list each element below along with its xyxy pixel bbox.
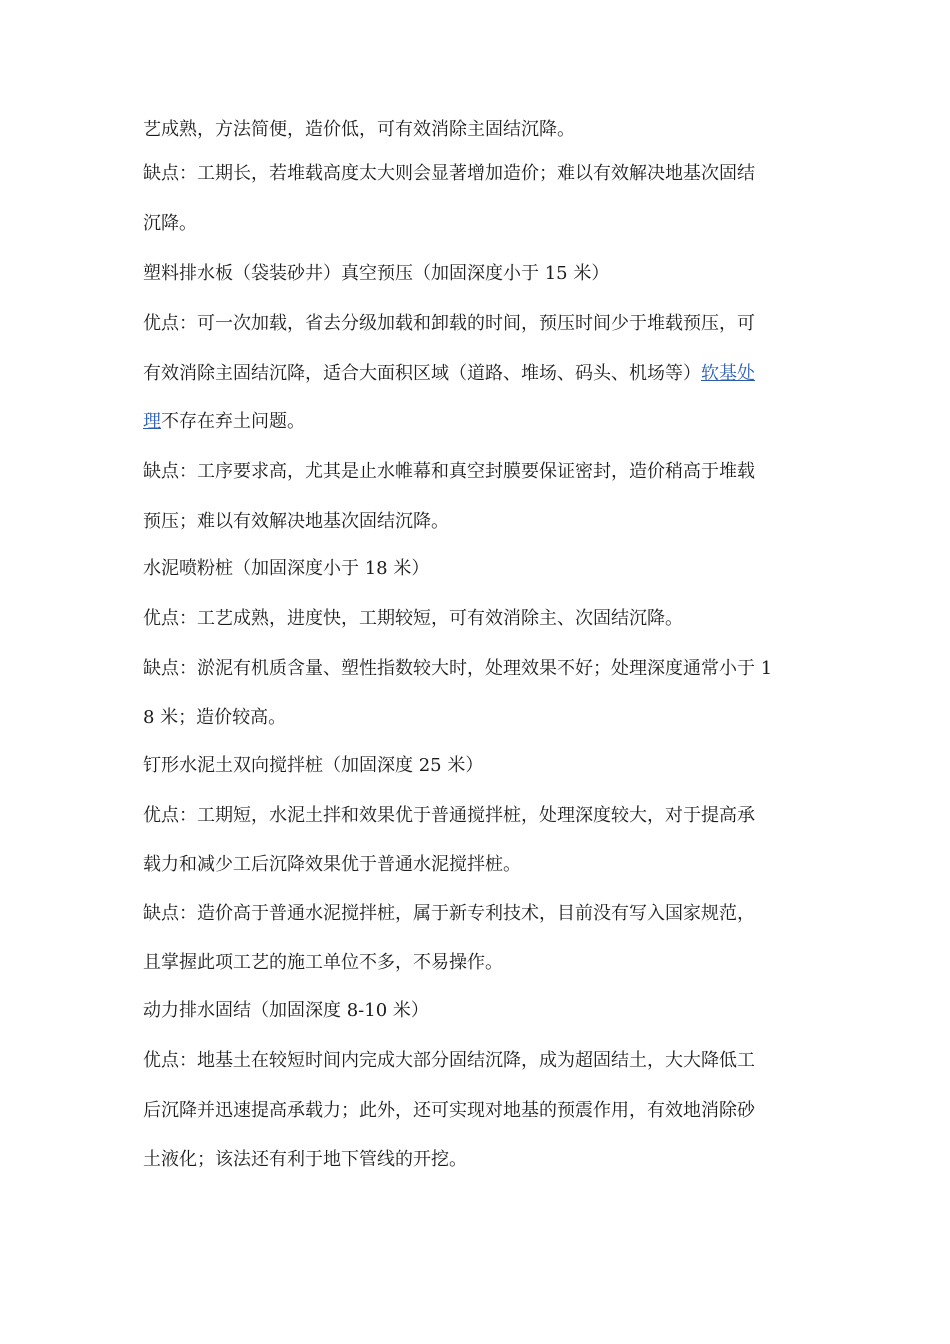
text-line: 优点：工艺成熟，进度快，工期较短，可有效消除主、次固结沉降。 (143, 608, 683, 629)
section-heading: 钉形水泥土双向搅拌桩（加固深度 25 米） (143, 755, 484, 776)
text-line (143, 410, 305, 434)
text-line (143, 362, 755, 386)
text-line: 载力和减少工后沉降效果优于普通水泥搅拌桩。 (143, 854, 521, 875)
text-line: 土液化；该法还有利于地下管线的开挖。 (143, 1149, 467, 1170)
text-line: 优点：地基土在较短时间内完成大部分固结沉降，成为超固结土，大大降低工 (143, 1050, 755, 1071)
text-line: 缺点：工序要求高，尤其是止水帷幕和真空封膜要保证密封，造价稍高于堆载 (143, 461, 755, 482)
section-heading: 塑料排水板（袋装砂井）真空预压（加固深度小于 15 米） (143, 263, 610, 284)
text-line: 沉降。 (143, 213, 197, 234)
section-heading: 水泥喷粉桩（加固深度小于 18 米） (143, 558, 430, 579)
soft-foundation-link[interactable]: 软基处 (701, 363, 755, 384)
text-line: 后沉降并迅速提高承载力；此外，还可实现对地基的预震作用，有效地消除砂 (143, 1100, 755, 1121)
text-line: 且掌握此项工艺的施工单位不多，不易操作。 (143, 952, 503, 973)
text-line: 艺成熟，方法简便，造价低，可有效消除主固结沉降。 (143, 119, 575, 140)
text-line: 预压；难以有效解决地基次固结沉降。 (143, 511, 449, 532)
text-line: 8 米；造价较高。 (143, 707, 287, 728)
text-line: 缺点：淤泥有机质含量、塑性指数较大时，处理效果不好；处理深度通常小于 1 (143, 658, 773, 679)
soft-foundation-link-continued[interactable]: 理 (143, 411, 161, 432)
text-line: 优点：工期短，水泥土拌和效果优于普通搅拌桩，处理深度较大，对于提高承 (143, 805, 755, 826)
text-segment: 有效消除主固结沉降，适合大面积区域（道路、堆场、码头、机场等） (143, 363, 701, 384)
text-segment: 不存在弃土问题。 (161, 411, 305, 432)
text-line: 缺点：工期长，若堆载高度太大则会显著增加造价；难以有效解决地基次固结 (143, 163, 755, 184)
text-line: 优点：可一次加载，省去分级加载和卸载的时间，预压时间少于堆载预压，可 (143, 313, 755, 334)
section-heading: 动力排水固结（加固深度 8-10 米） (143, 1000, 429, 1021)
text-line: 缺点：造价高于普通水泥搅拌桩，属于新专利技术，目前没有写入国家规范， (143, 903, 755, 924)
